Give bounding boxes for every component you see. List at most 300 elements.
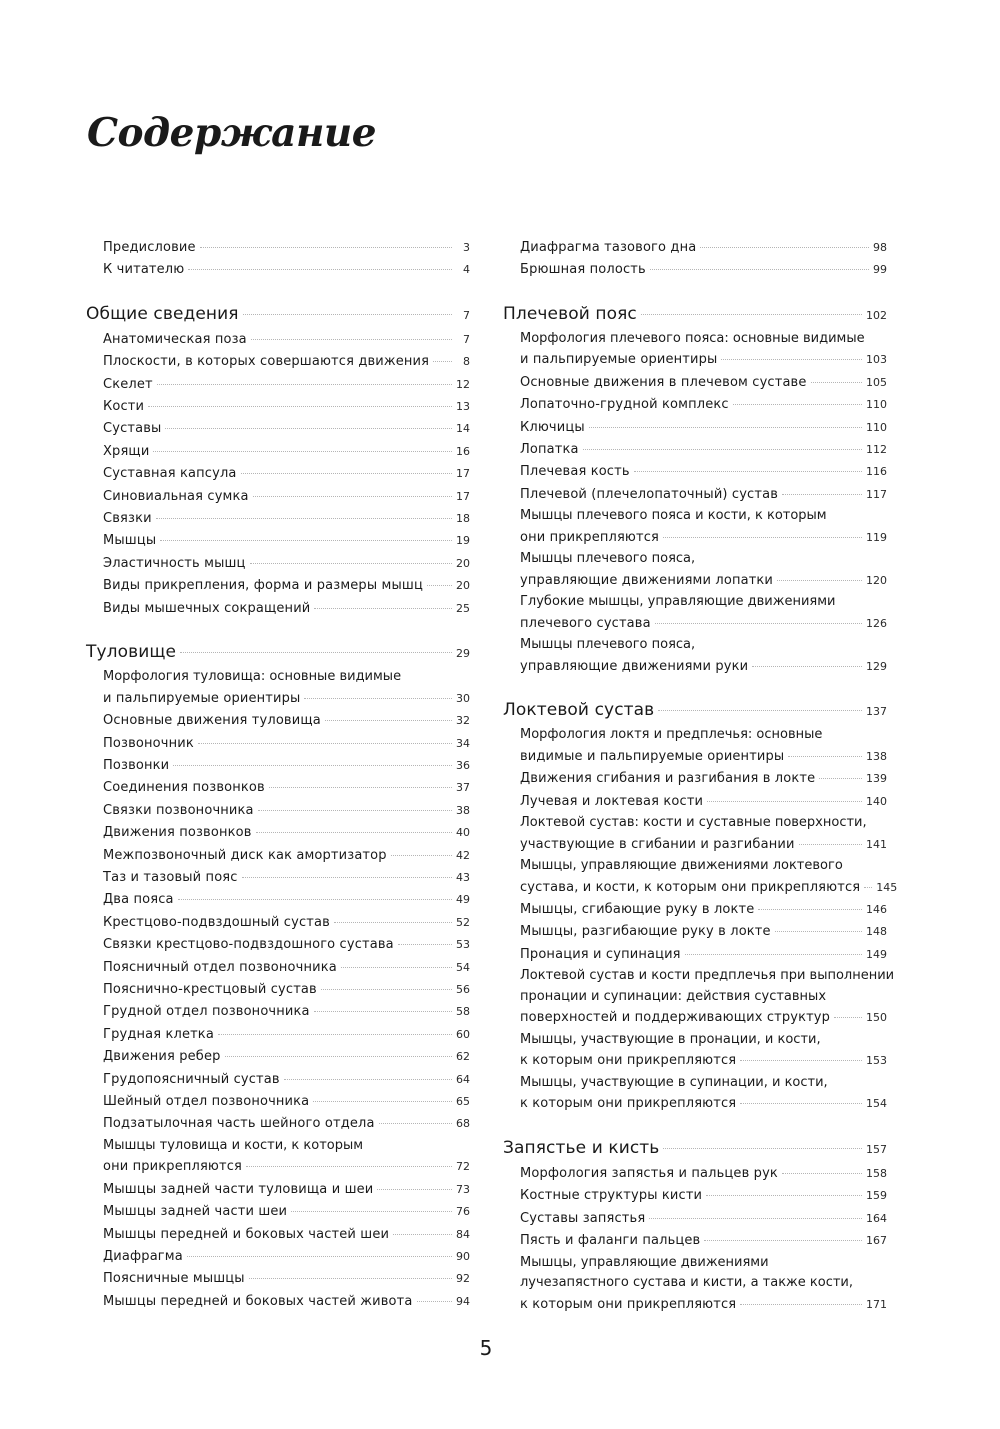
entry-text-line: Предисловие — [103, 240, 196, 255]
entry-text-line: Диафрагма тазового дна — [520, 240, 697, 255]
dot-leader — [398, 944, 452, 945]
toc-entry[interactable] — [103, 1246, 470, 1268]
entry-page-number: 76 — [456, 1205, 470, 1219]
entry-text-line: Лопатка — [520, 442, 579, 458]
entry-text-line: Ключицы — [520, 419, 585, 435]
entry-page-number: 110 — [866, 420, 887, 434]
dot-leader — [649, 1218, 862, 1219]
toc-entry[interactable] — [520, 1030, 887, 1073]
dot-leader — [243, 314, 452, 315]
toc-entry[interactable] — [103, 237, 470, 259]
entry-text-line: Мышцы — [103, 533, 157, 549]
entry-page-number: 37 — [456, 781, 470, 795]
toc-section — [503, 237, 887, 282]
section-title: Туловище — [86, 642, 177, 663]
dot-leader — [241, 473, 452, 474]
entry-text-line: Движения позвонков — [103, 825, 252, 841]
entry-text-line: Лучевая и локтевая кости — [520, 793, 704, 809]
entry-text-line: Скелет — [103, 376, 153, 392]
toc-entry[interactable] — [103, 486, 470, 508]
entry-text-line: Два пояса — [103, 892, 174, 908]
dot-leader — [417, 1301, 452, 1302]
toc-entry[interactable] — [520, 1073, 887, 1116]
toc-entry[interactable] — [103, 979, 470, 1001]
entry-text-line: Мышцы, управляющие движениями локтевого — [520, 858, 843, 874]
toc-entry[interactable] — [103, 463, 470, 485]
toc-entry[interactable] — [520, 725, 887, 768]
toc-section — [86, 642, 470, 1313]
entry-text-line: Поясничные мышцы — [103, 1271, 245, 1287]
entry-page-number: 72 — [456, 1160, 470, 1174]
toc-entry[interactable] — [520, 635, 887, 678]
dot-leader — [250, 563, 452, 564]
toc-entry[interactable] — [103, 418, 470, 440]
entry-page-number: 40 — [456, 826, 470, 840]
entry-text-line: они прикрепляются — [520, 529, 659, 545]
entry-page-number: 14 — [456, 422, 470, 436]
section-page-number: 137 — [866, 705, 887, 719]
entry-page-number: 30 — [456, 691, 470, 705]
entry-page-number: 150 — [866, 1011, 887, 1025]
dot-leader — [782, 494, 862, 495]
toc-entry[interactable] — [520, 549, 887, 592]
toc-entry[interactable] — [520, 372, 887, 394]
entry-page-number: 34 — [456, 736, 470, 750]
dot-leader — [663, 1148, 862, 1149]
dot-leader — [775, 931, 862, 932]
dot-leader — [304, 698, 452, 699]
dot-leader — [721, 359, 862, 360]
dot-leader — [242, 877, 452, 878]
toc-entry[interactable] — [103, 822, 470, 844]
section-heading[interactable] — [503, 1138, 887, 1158]
entry-text-line: Мышцы задней части шеи — [103, 1204, 288, 1220]
entry-page-number: 92 — [456, 1272, 470, 1286]
entry-text-line: Мышцы задней части туловища и шеи — [103, 1181, 374, 1197]
entry-text-line: Синовиальная сумка — [103, 488, 249, 504]
entry-text-line: Суставы — [103, 421, 162, 437]
entry-text-line: Основные движения в плечевом суставе — [520, 374, 807, 390]
dot-leader — [433, 361, 452, 362]
entry-page-number: 112 — [866, 443, 887, 457]
toc-entry[interactable] — [520, 1185, 887, 1207]
dot-leader — [758, 909, 862, 910]
dot-leader — [321, 989, 452, 990]
entry-page-number: 139 — [866, 772, 887, 786]
dot-leader — [663, 537, 862, 538]
entry-text-line: поверхностей и поддерживающих структур — [520, 1010, 831, 1026]
entry-page-number: 164 — [866, 1211, 887, 1225]
dot-leader — [811, 382, 862, 383]
toc-entry[interactable] — [103, 575, 470, 597]
dot-leader — [187, 1256, 452, 1257]
entry-page-number: 153 — [866, 1054, 887, 1068]
entry-text-line: участвующие в сгибании и разгибании — [520, 836, 795, 852]
entry-text-line: Хрящи — [103, 443, 150, 459]
toc-entry[interactable] — [103, 508, 470, 530]
entry-text-line: Мышцы туловища и кости, к которым — [103, 1137, 364, 1153]
entry-text-line: и пальпируемые ориентиры — [520, 352, 718, 368]
dot-leader — [165, 428, 452, 429]
dot-leader — [153, 451, 452, 452]
dot-leader — [160, 540, 452, 541]
entry-page-number: 58 — [456, 1005, 470, 1019]
entry-page-number: 99 — [873, 263, 887, 277]
entry-page-number: 110 — [866, 398, 887, 412]
entry-text-line: Плоскости, в которых совершаются движения — [103, 354, 430, 370]
entry-text-line: Соединения позвонков — [103, 780, 265, 796]
entry-page-number: 158 — [866, 1166, 887, 1180]
dot-leader — [314, 608, 452, 609]
entry-text-line: Морфология запястья и пальцев рук — [520, 1165, 778, 1181]
entry-text-line: Мышцы, сгибающие руку в локте — [520, 902, 755, 918]
section-heading[interactable] — [86, 642, 470, 662]
toc-entry[interactable] — [520, 1230, 887, 1252]
section-page-number: 29 — [456, 647, 470, 661]
section-heading[interactable] — [86, 304, 470, 324]
toc-entry[interactable] — [103, 755, 470, 777]
entry-page-number: 119 — [866, 530, 887, 544]
entry-text-line: Брюшная полость — [520, 262, 646, 278]
entry-text-line: к которым они прикрепляются — [520, 1053, 737, 1069]
dot-leader — [777, 580, 862, 581]
toc-entry[interactable] — [520, 461, 887, 483]
dot-leader — [173, 765, 452, 766]
entry-text-line: Мышцы плечевого пояса и кости, к которым — [520, 508, 827, 524]
entry-page-number: 145 — [876, 880, 898, 894]
dot-leader — [427, 585, 452, 586]
entry-text-line: Диафрагма — [103, 1249, 183, 1265]
entry-page-number: 68 — [456, 1117, 470, 1131]
toc-entry[interactable] — [520, 259, 887, 281]
toc-entry[interactable] — [103, 1268, 470, 1290]
dot-leader — [864, 887, 872, 888]
entry-text-line: Мышцы передней и боковых частей живота — [103, 1293, 413, 1309]
dot-leader — [313, 1101, 452, 1102]
entry-text-line: Мышцы, участвующие в пронации, и кости, — [520, 1031, 821, 1047]
entry-page-number: 16 — [456, 444, 470, 458]
dot-leader — [341, 967, 452, 968]
entry-text-line: Морфология локтя и предплечья: основные — [520, 727, 823, 743]
toc-entry[interactable] — [520, 899, 887, 921]
page-title: Содержание — [87, 110, 377, 156]
toc-entry[interactable] — [103, 598, 470, 620]
entry-text-line: Эластичность мышц — [103, 555, 246, 571]
entry-page-number: 52 — [456, 915, 470, 929]
entry-text-line: Локтевой сустав: кости и суставные поверхности, — [520, 815, 867, 831]
toc-entry[interactable] — [103, 1024, 470, 1046]
dot-leader — [782, 1173, 862, 1174]
toc-entry[interactable] — [520, 966, 895, 1030]
dot-leader — [834, 1017, 862, 1018]
entry-page-number: 19 — [456, 534, 470, 548]
toc-entry[interactable] — [103, 845, 470, 867]
entry-text-line: Связки крестцово-подвздошного сустава — [103, 937, 394, 953]
entry-text-line: к которым они прикрепляются — [520, 1296, 737, 1312]
dot-leader — [733, 404, 862, 405]
entry-page-number: 36 — [456, 758, 470, 772]
entry-page-number: 25 — [456, 601, 470, 615]
dot-leader — [641, 314, 862, 315]
toc-entry[interactable] — [520, 484, 887, 506]
toc-entry[interactable] — [103, 1091, 470, 1113]
entry-page-number: 171 — [866, 1297, 887, 1311]
entry-text-line: они прикрепляются — [103, 1159, 242, 1175]
entry-text-line: управляющие движениями лопатки — [520, 572, 774, 588]
dot-leader — [799, 844, 862, 845]
toc-entry[interactable] — [103, 1136, 470, 1179]
entry-page-number: 146 — [866, 903, 887, 917]
dot-leader — [269, 787, 452, 788]
entry-text-line: Шейный отдел позвоночника — [103, 1094, 310, 1109]
entry-text-line: Плечевой (плечелопаточный) сустав — [520, 486, 779, 502]
entry-text-line: Связки позвоночника — [103, 802, 254, 818]
entry-text-line: Мышцы, управляющие движениями — [520, 1254, 769, 1270]
entry-text-line: Позвоночник — [103, 735, 194, 751]
entry-page-number: 98 — [873, 241, 887, 254]
entry-text-line: сустава, и кости, к которым они прикрепляются — [520, 879, 861, 895]
toc-entry[interactable] — [103, 667, 470, 710]
section-page-number: 7 — [463, 308, 470, 322]
entry-text-line: Виды мышечных сокращений — [103, 600, 311, 616]
entry-page-number: 7 — [463, 332, 470, 346]
entry-page-number: 13 — [456, 400, 470, 414]
entry-text-line: Грудопоясничный сустав — [103, 1071, 280, 1087]
toc-entry[interactable] — [103, 889, 470, 911]
entry-text-line: Глубокие мышцы, управляющие движениями — [520, 594, 836, 610]
entry-text-line: Плечевая кость — [520, 464, 630, 480]
dot-leader — [225, 1056, 453, 1057]
entry-page-number: 42 — [456, 848, 470, 862]
toc-entry[interactable] — [103, 957, 470, 979]
entry-page-number: 38 — [456, 803, 470, 817]
dot-leader — [391, 855, 452, 856]
entry-page-number: 103 — [866, 353, 887, 367]
toc-right-column — [503, 237, 898, 1316]
entry-page-number: 126 — [866, 616, 887, 630]
dot-leader — [198, 743, 452, 744]
toc-section — [503, 1138, 887, 1316]
entry-page-number: 18 — [456, 512, 470, 526]
dot-leader — [634, 471, 862, 472]
toc-entry[interactable] — [103, 259, 470, 281]
toc-entry[interactable] — [520, 439, 887, 461]
entry-text-line: к которым они прикрепляются — [520, 1096, 737, 1112]
entry-page-number: 120 — [866, 573, 887, 587]
entry-text-line: Мышцы плечевого пояса, — [520, 637, 696, 653]
entry-page-number: 49 — [456, 893, 470, 907]
entry-text-line: К читателю — [103, 262, 185, 278]
dot-leader — [291, 1211, 452, 1212]
entry-page-number: 84 — [456, 1227, 470, 1241]
toc-entry[interactable] — [520, 506, 887, 549]
entry-page-number: 105 — [866, 375, 887, 389]
entry-page-number: 73 — [456, 1182, 470, 1196]
entry-text-line: лучезапястного сустава и кисти, а также кости, — [520, 1275, 854, 1291]
entry-page-number: 116 — [866, 465, 887, 479]
entry-text-line: Виды прикрепления, форма и размеры мышц — [103, 578, 423, 594]
toc-entry[interactable] — [103, 912, 470, 934]
entry-page-number: 159 — [866, 1189, 887, 1203]
entry-page-number: 94 — [456, 1294, 470, 1308]
dot-leader — [655, 623, 862, 624]
toc-entry[interactable] — [103, 1201, 470, 1223]
entry-text-line: видимые и пальпируемые ориентиры — [520, 748, 785, 764]
toc-entry[interactable] — [103, 710, 470, 732]
toc-entry[interactable] — [103, 351, 470, 373]
section-heading[interactable] — [503, 700, 887, 720]
toc-entry[interactable] — [520, 768, 887, 790]
toc-section — [86, 237, 470, 282]
entry-text-line: Поясничный отдел позвоночника — [103, 959, 337, 975]
entry-page-number: 65 — [456, 1095, 470, 1108]
entry-page-number: 117 — [866, 487, 887, 501]
toc-entry[interactable] — [520, 592, 887, 635]
section-title: Локтевой сустав — [503, 700, 655, 721]
entry-page-number: 8 — [463, 355, 470, 369]
entry-text-line: плечевого сустава — [520, 615, 651, 631]
entry-text-line: Морфология туловища: основные видимые — [103, 669, 402, 685]
toc-left-column — [86, 237, 470, 1313]
dot-leader — [583, 449, 862, 450]
entry-text-line: Грудной отдел позвоночника — [103, 1004, 310, 1020]
dot-leader — [393, 1234, 452, 1235]
dot-leader — [284, 1079, 452, 1080]
entry-text-line: Кости — [103, 399, 145, 415]
entry-text-line: Крестцово-подвздошный сустав — [103, 914, 330, 930]
toc-entry[interactable] — [103, 553, 470, 575]
toc-entry[interactable] — [520, 329, 887, 372]
toc-entry[interactable] — [520, 944, 887, 966]
entry-text-line: Локтевой сустав и кости предплечья при выполнении — [520, 968, 895, 984]
entry-text-line: управляющие движениями руки — [520, 658, 749, 674]
toc-entry[interactable] — [520, 856, 898, 899]
dot-leader — [650, 269, 869, 270]
dot-leader — [819, 778, 862, 779]
entry-page-number: 20 — [456, 579, 470, 593]
dot-leader — [752, 666, 862, 667]
entry-page-number: 90 — [456, 1250, 470, 1264]
dot-leader — [178, 899, 452, 900]
entry-text-line: Межпозвоночный диск как амортизатор — [103, 847, 387, 863]
toc-entry[interactable] — [520, 921, 887, 943]
entry-page-number: 60 — [456, 1027, 470, 1041]
dot-leader — [740, 1304, 862, 1305]
toc-section — [503, 700, 898, 1116]
entry-page-number: 4 — [463, 263, 470, 277]
entry-text-line: Костные структуры кисти — [520, 1188, 703, 1204]
dot-leader — [256, 832, 452, 833]
entry-text-line: Основные движения туловища — [103, 713, 321, 729]
entry-text-line: пронации и супинации: действия суставных — [520, 988, 827, 1004]
dot-leader — [589, 427, 862, 428]
entry-page-number: 53 — [456, 938, 470, 952]
entry-text-line: Мышцы, разгибающие руку в локте — [520, 924, 771, 940]
entry-text-line: Суставная капсула — [103, 466, 237, 482]
toc-entry[interactable] — [520, 1208, 887, 1230]
dot-leader — [334, 922, 452, 923]
toc-entry[interactable] — [103, 1224, 470, 1246]
entry-text-line: Мышцы, участвующие в супинации, и кости, — [520, 1074, 828, 1090]
entry-text-line: Анатомическая поза — [103, 331, 247, 347]
dot-leader — [249, 1278, 452, 1279]
toc-entry[interactable] — [103, 374, 470, 396]
dot-leader — [700, 247, 869, 248]
entry-text-line: Мышцы плечевого пояса, — [520, 551, 696, 567]
entry-text-line: Суставы запястья — [520, 1210, 646, 1226]
toc-entry[interactable] — [103, 396, 470, 418]
dot-leader — [740, 1060, 862, 1061]
entry-page-number: 148 — [866, 925, 887, 939]
toc-entry[interactable] — [520, 394, 887, 416]
dot-leader — [200, 247, 452, 248]
toc-entry[interactable] — [103, 733, 470, 755]
entry-page-number: 17 — [456, 467, 470, 481]
entry-text-line: Таз и тазовый пояс — [103, 869, 238, 885]
entry-text-line: Морфология плечевого пояса: основные видимые — [520, 330, 865, 346]
dot-leader — [704, 1240, 862, 1241]
toc-entry[interactable] — [103, 1046, 470, 1068]
entry-page-number: 54 — [456, 960, 470, 974]
toc-entry[interactable] — [520, 417, 887, 439]
entry-text-line: Пясть и фаланги пальцев — [520, 1233, 701, 1249]
entry-text-line: Грудная клетка — [103, 1026, 214, 1042]
entry-page-number: 154 — [866, 1097, 887, 1111]
toc-entry[interactable] — [103, 1069, 470, 1091]
entry-page-number: 43 — [456, 870, 470, 884]
toc-entry[interactable] — [103, 777, 470, 799]
dot-leader — [156, 518, 452, 519]
toc-entry[interactable] — [520, 1253, 887, 1317]
section-title: Плечевой пояс — [503, 303, 637, 324]
dot-leader — [157, 384, 452, 385]
toc-entry[interactable] — [520, 813, 887, 856]
dot-leader — [707, 801, 862, 802]
entry-page-number: 62 — [456, 1050, 470, 1064]
toc-entry[interactable] — [103, 530, 470, 552]
entry-page-number: 3 — [463, 241, 470, 254]
entry-page-number: 12 — [456, 377, 470, 391]
entry-page-number: 141 — [866, 837, 887, 851]
toc-entry[interactable] — [103, 1291, 470, 1313]
toc-entry[interactable] — [103, 1113, 470, 1135]
toc-entry[interactable] — [103, 1001, 470, 1023]
entry-text-line: Мышцы передней и боковых частей шеи — [103, 1226, 390, 1242]
section-title: Запястье и кисть — [503, 1137, 660, 1158]
entry-text-line: Движения ребер — [103, 1049, 221, 1065]
toc-entry[interactable] — [520, 791, 887, 813]
dot-leader — [314, 1011, 452, 1012]
toc-entry[interactable] — [103, 441, 470, 463]
entry-text-line: Подзатылочная часть шейного отдела — [103, 1116, 375, 1132]
toc-entry[interactable] — [103, 329, 470, 351]
entry-page-number: 17 — [456, 489, 470, 503]
toc-entry[interactable] — [520, 1163, 887, 1185]
toc-entry[interactable] — [103, 934, 470, 956]
entry-page-number: 129 — [866, 659, 887, 673]
entry-page-number: 20 — [456, 556, 470, 570]
dot-leader — [685, 954, 862, 955]
section-heading[interactable] — [503, 304, 887, 324]
toc-entry[interactable] — [103, 1179, 470, 1201]
dot-leader — [188, 269, 452, 270]
toc-entry[interactable] — [520, 237, 887, 259]
dot-leader — [788, 756, 862, 757]
toc-entry[interactable] — [103, 867, 470, 889]
toc-entry[interactable] — [103, 800, 470, 822]
dot-leader — [379, 1123, 452, 1124]
toc-section — [86, 304, 470, 620]
